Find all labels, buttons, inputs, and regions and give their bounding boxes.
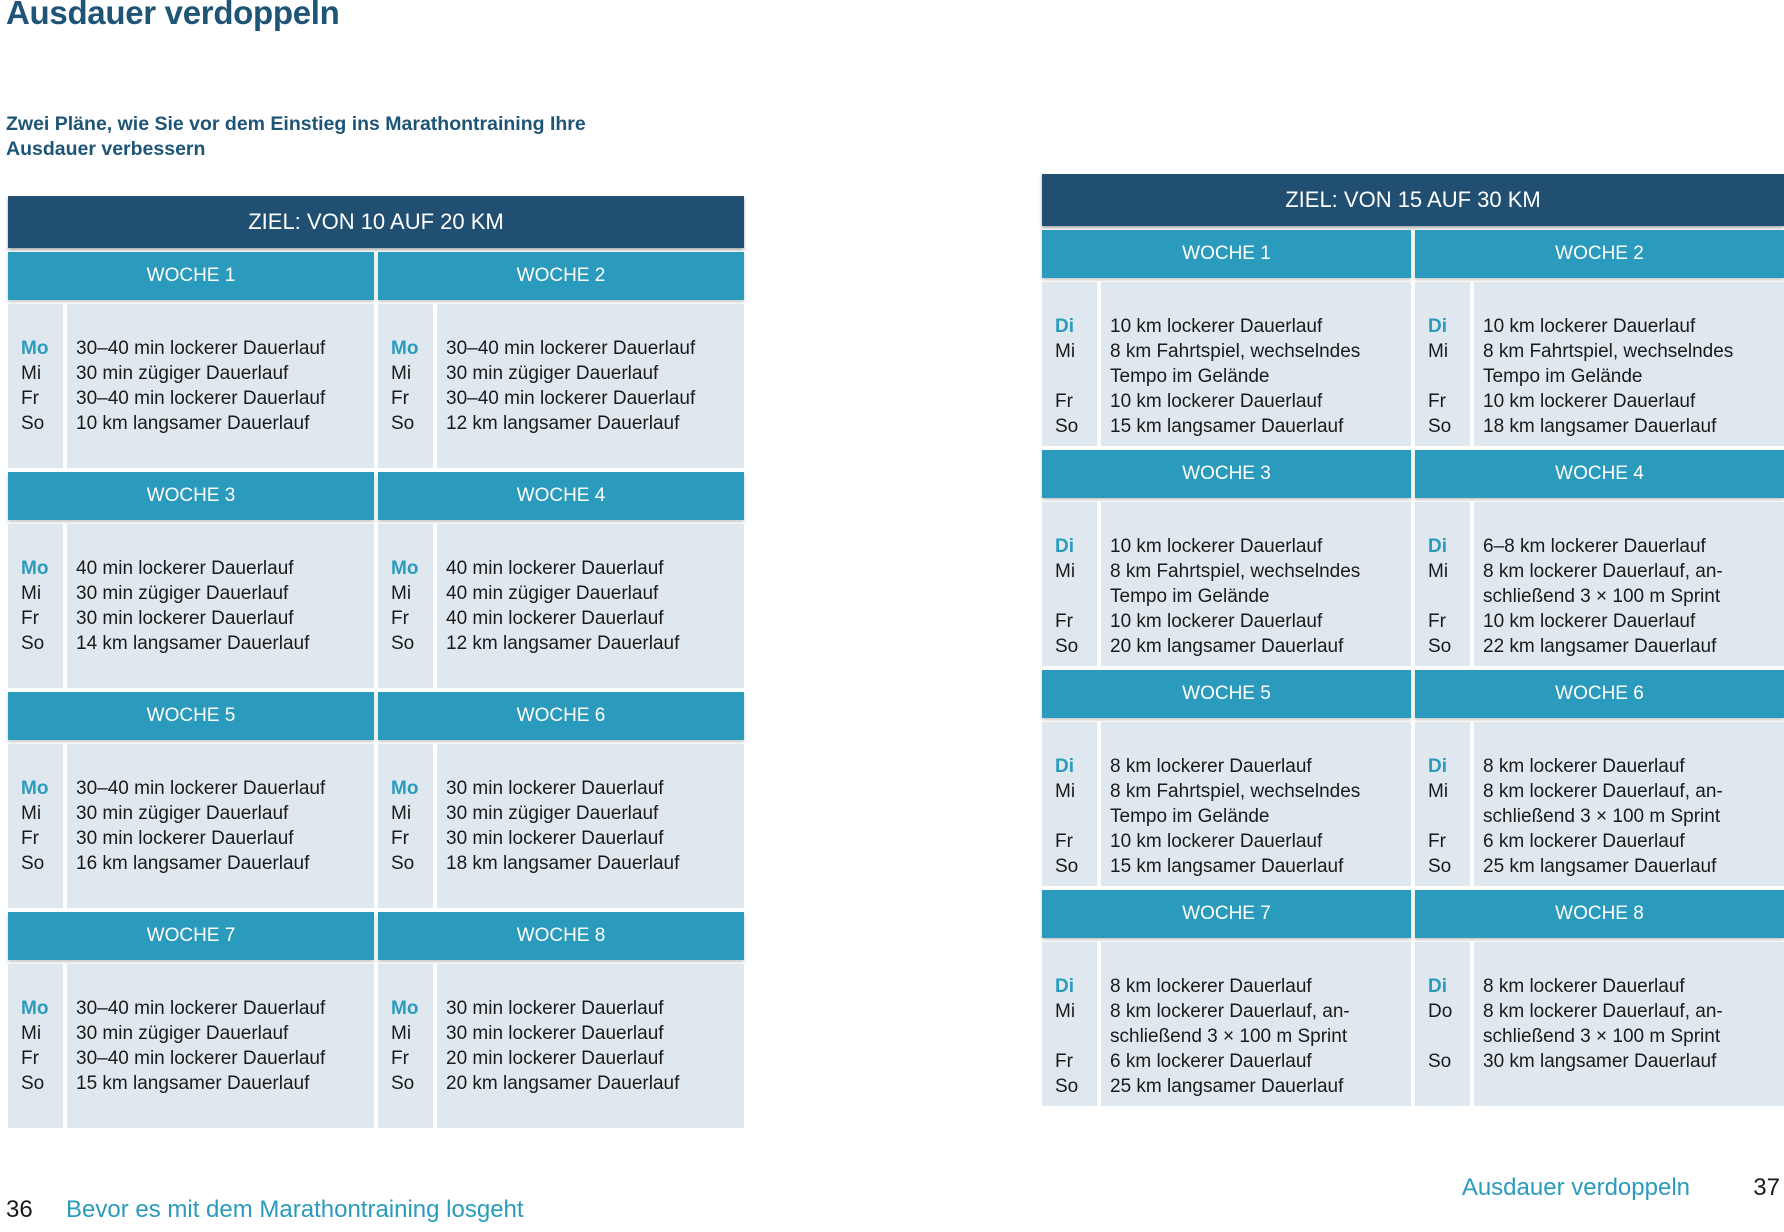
- weekday-label: Mi: [21, 583, 42, 604]
- weekday-label: Di: [1428, 976, 1447, 997]
- weekday-label: Fr: [1055, 611, 1073, 632]
- week-header: WOCHE 7: [1042, 890, 1411, 938]
- training-activity: 8 km lockerer Dauerlauf: [1483, 976, 1685, 997]
- training-activity: 30–40 min lockerer Dauerlauf: [76, 998, 326, 1019]
- weekday-label: Fr: [21, 608, 39, 629]
- training-activity: 40 min zügiger Dauerlauf: [446, 583, 659, 604]
- week-block: [8, 692, 374, 908]
- training-plan-10-to-20-km: [8, 196, 744, 1128]
- weekday-label: Mi: [391, 583, 412, 604]
- weekday-label: So: [21, 853, 45, 874]
- weekday-label: So: [1428, 856, 1452, 877]
- week-header: WOCHE 1: [1042, 230, 1411, 278]
- week-header: WOCHE 3: [8, 472, 374, 520]
- weekday-label: Mi: [1055, 561, 1076, 582]
- activity-column: [1474, 502, 1784, 666]
- week-header: WOCHE 8: [1415, 890, 1784, 938]
- activity-column: [1101, 502, 1411, 666]
- weekday-label: Mi: [1055, 781, 1076, 802]
- weekday-label: Mi: [1428, 341, 1449, 362]
- training-activity: 8 km lockerer Dauerlauf: [1483, 756, 1685, 777]
- activity-column: [437, 964, 744, 1128]
- training-activity: 30 km langsamer Dauerlauf: [1483, 1051, 1717, 1072]
- training-activity: Tempo im Gelände: [1110, 366, 1270, 387]
- training-activity: schließend 3 × 100 m Sprint: [1483, 806, 1721, 827]
- training-activity: 20 km langsamer Dauerlauf: [446, 1073, 680, 1094]
- activity-column: [1101, 282, 1411, 446]
- training-activity: 12 km langsamer Dauerlauf: [446, 413, 680, 434]
- training-activity: 22 km langsamer Dauerlauf: [1483, 636, 1717, 657]
- weekday-label: So: [21, 633, 45, 654]
- plan-header: ZIEL: VON 15 AUF 30 KM: [1042, 174, 1784, 226]
- weekday-label: Fr: [391, 1048, 409, 1069]
- week-block: [8, 912, 374, 1128]
- training-activity: 8 km Fahrtspiel, wechselndes: [1110, 561, 1361, 582]
- activity-column: [67, 964, 374, 1128]
- training-activity: 15 km langsamer Dauerlauf: [1110, 856, 1344, 877]
- week-block: [378, 472, 744, 688]
- week-body: [1415, 502, 1784, 666]
- weekday-label: Mi: [391, 1023, 412, 1044]
- week-body: [378, 524, 744, 688]
- weekday-label: [1055, 804, 1097, 829]
- weekday-label: Fr: [1428, 611, 1446, 632]
- activity-column: [437, 524, 744, 688]
- training-activity: 8 km lockerer Dauerlauf, an-: [1483, 1001, 1723, 1022]
- day-column: [378, 304, 433, 468]
- training-activity: 30 min lockerer Dauerlauf: [446, 998, 664, 1019]
- training-activity: 10 km lockerer Dauerlauf: [1110, 611, 1323, 632]
- week-header: WOCHE 4: [1415, 450, 1784, 498]
- left-page-number: 36: [6, 1196, 33, 1223]
- training-activity: Tempo im Gelände: [1110, 806, 1270, 827]
- weekday-label: Fr: [391, 608, 409, 629]
- weekday-label: Di: [1055, 756, 1074, 777]
- week-header: WOCHE 6: [378, 692, 744, 740]
- week-header: WOCHE 2: [1415, 230, 1784, 278]
- week-body: [1042, 942, 1411, 1106]
- training-activity: Tempo im Gelände: [1110, 586, 1270, 607]
- weekday-label: [1055, 584, 1097, 609]
- week-header: WOCHE 5: [1042, 670, 1411, 718]
- day-column: [378, 964, 433, 1128]
- week-block: [1042, 450, 1411, 666]
- activity-column: [67, 304, 374, 468]
- day-column: [1042, 282, 1097, 446]
- week-header: WOCHE 5: [8, 692, 374, 740]
- activity-column: [1101, 942, 1411, 1106]
- weekday-label: Fr: [1055, 831, 1073, 852]
- training-activity: schließend 3 × 100 m Sprint: [1483, 586, 1721, 607]
- training-activity: 30 min zügiger Dauerlauf: [76, 1023, 289, 1044]
- training-activity: 30 min lockerer Dauerlauf: [446, 828, 664, 849]
- training-activity: 8 km Fahrtspiel, wechselndes: [1110, 341, 1361, 362]
- training-activity: 15 km langsamer Dauerlauf: [1110, 416, 1344, 437]
- activity-column: [437, 304, 744, 468]
- weekday-label: Fr: [1428, 831, 1446, 852]
- week-header: WOCHE 6: [1415, 670, 1784, 718]
- training-activity: 8 km Fahrtspiel, wechselndes: [1110, 781, 1361, 802]
- training-activity: 40 min lockerer Dauerlauf: [446, 558, 664, 579]
- training-activity: 8 km lockerer Dauerlauf, an-: [1110, 1001, 1350, 1022]
- weekday-label: So: [1428, 636, 1452, 657]
- training-activity: 30–40 min lockerer Dauerlauf: [446, 388, 696, 409]
- week-block: [1415, 670, 1784, 886]
- weekday-label: Di: [1055, 316, 1074, 337]
- week-block: [1042, 230, 1411, 446]
- weekday-label: Mi: [1428, 561, 1449, 582]
- weekday-label: So: [1428, 416, 1452, 437]
- week-header: WOCHE 1: [8, 252, 374, 300]
- training-activity: 30 min zügiger Dauerlauf: [76, 803, 289, 824]
- weekday-label: [1055, 1024, 1097, 1049]
- training-activity: 30 min zügiger Dauerlauf: [446, 803, 659, 824]
- training-activity: schließend 3 × 100 m Sprint: [1110, 1026, 1348, 1047]
- weekday-label: Fr: [391, 388, 409, 409]
- weekday-label: Fr: [1055, 1051, 1073, 1072]
- week-body: [8, 304, 374, 468]
- weekday-label: Di: [1428, 536, 1447, 557]
- day-column: [8, 524, 63, 688]
- training-activity: 8 km lockerer Dauerlauf, an-: [1483, 781, 1723, 802]
- training-activity: 15 km langsamer Dauerlauf: [76, 1073, 310, 1094]
- activity-column: [1474, 942, 1784, 1106]
- weekday-label: So: [1055, 1076, 1079, 1097]
- training-activity: 8 km lockerer Dauerlauf: [1110, 976, 1312, 997]
- training-activity: 20 min lockerer Dauerlauf: [446, 1048, 664, 1069]
- weekday-label: So: [21, 413, 45, 434]
- right-section-title: Ausdauer verdoppeln: [1461, 1174, 1690, 1201]
- day-column: [1415, 722, 1470, 886]
- weekday-label: So: [391, 633, 415, 654]
- weekday-label: Mo: [391, 778, 419, 799]
- day-column: [1042, 722, 1097, 886]
- week-body: [378, 744, 744, 908]
- week-block: [378, 912, 744, 1128]
- week-body: [1042, 502, 1411, 666]
- weekday-label: Mi: [21, 803, 42, 824]
- weekday-label: So: [391, 853, 415, 874]
- weekday-label: So: [1428, 1051, 1452, 1072]
- training-activity: Tempo im Gelände: [1483, 366, 1643, 387]
- week-block: [1415, 230, 1784, 446]
- week-block: [1415, 890, 1784, 1106]
- activity-column: [1101, 722, 1411, 886]
- day-column: [1042, 502, 1097, 666]
- weekday-label: Mo: [391, 338, 419, 359]
- week-body: [378, 304, 744, 468]
- week-header: WOCHE 3: [1042, 450, 1411, 498]
- week-body: [1415, 722, 1784, 886]
- week-body: [1415, 282, 1784, 446]
- day-column: [1415, 942, 1470, 1106]
- weekday-label: Di: [1055, 976, 1074, 997]
- week-body: [378, 964, 744, 1128]
- weeks-grid: [8, 252, 744, 1128]
- weekday-label: Mi: [391, 363, 412, 384]
- weekday-label: So: [391, 1073, 415, 1094]
- week-header: WOCHE 2: [378, 252, 744, 300]
- training-activity: 30 min lockerer Dauerlauf: [446, 1023, 664, 1044]
- day-column: [1415, 502, 1470, 666]
- training-activity: 30–40 min lockerer Dauerlauf: [76, 388, 326, 409]
- weekday-label: So: [391, 413, 415, 434]
- day-column: [8, 964, 63, 1128]
- weekday-label: Mi: [21, 363, 42, 384]
- week-block: [8, 252, 374, 468]
- weekday-label: Mo: [21, 558, 49, 579]
- page-title: Ausdauer verdoppeln: [6, 0, 340, 31]
- week-block: [1415, 450, 1784, 666]
- week-block: [8, 472, 374, 688]
- training-activity: 30 min lockerer Dauerlauf: [76, 828, 294, 849]
- weekday-label: Mo: [21, 338, 49, 359]
- weekday-label: So: [1055, 856, 1079, 877]
- activity-column: [67, 744, 374, 908]
- left-section-title: Bevor es mit dem Marathontraining losgeht: [66, 1196, 524, 1223]
- weekday-label: Fr: [21, 388, 39, 409]
- weekday-label: Mi: [1428, 781, 1449, 802]
- weekday-label: Mo: [391, 558, 419, 579]
- activity-column: [1474, 282, 1784, 446]
- weekday-label: Fr: [21, 828, 39, 849]
- training-activity: 12 km langsamer Dauerlauf: [446, 633, 680, 654]
- day-column: [8, 304, 63, 468]
- training-activity: 40 min lockerer Dauerlauf: [446, 608, 664, 629]
- weekday-label: Fr: [1055, 391, 1073, 412]
- weekday-label: Mo: [21, 778, 49, 799]
- weekday-label: [1428, 584, 1470, 609]
- training-activity: 20 km langsamer Dauerlauf: [1110, 636, 1344, 657]
- weekday-label: Fr: [391, 828, 409, 849]
- training-activity: 16 km langsamer Dauerlauf: [76, 853, 310, 874]
- training-activity: 10 km lockerer Dauerlauf: [1110, 536, 1323, 557]
- week-header: WOCHE 7: [8, 912, 374, 960]
- training-activity: 8 km Fahrtspiel, wechselndes: [1483, 341, 1734, 362]
- week-body: [1042, 722, 1411, 886]
- week-block: [378, 252, 744, 468]
- weekday-label: Mo: [21, 998, 49, 1019]
- training-activity: 14 km langsamer Dauerlauf: [76, 633, 310, 654]
- weekday-label: Di: [1428, 316, 1447, 337]
- training-activity: 25 km langsamer Dauerlauf: [1110, 1076, 1344, 1097]
- day-column: [8, 744, 63, 908]
- weekday-label: Mi: [21, 1023, 42, 1044]
- weekday-label: [1428, 804, 1470, 829]
- weekday-label: Mi: [391, 803, 412, 824]
- training-activity: schließend 3 × 100 m Sprint: [1483, 1026, 1721, 1047]
- weeks-grid: [1042, 230, 1784, 1106]
- right-page-number: 37: [1753, 1174, 1780, 1201]
- training-activity: 10 km lockerer Dauerlauf: [1483, 611, 1696, 632]
- training-activity: 8 km lockerer Dauerlauf, an-: [1483, 561, 1723, 582]
- weekday-label: Fr: [1428, 391, 1446, 412]
- training-activity: 30–40 min lockerer Dauerlauf: [76, 338, 326, 359]
- training-activity: 6 km lockerer Dauerlauf: [1483, 831, 1685, 852]
- activity-column: [437, 744, 744, 908]
- week-block: [378, 692, 744, 908]
- training-activity: 30–40 min lockerer Dauerlauf: [76, 1048, 326, 1069]
- day-column: [1415, 282, 1470, 446]
- week-body: [1415, 942, 1784, 1106]
- training-activity: 8 km lockerer Dauerlauf: [1110, 756, 1312, 777]
- day-column: [1042, 942, 1097, 1106]
- day-column: [378, 524, 433, 688]
- activity-column: [1474, 722, 1784, 886]
- training-activity: 10 km langsamer Dauerlauf: [76, 413, 310, 434]
- training-activity: 10 km lockerer Dauerlauf: [1110, 831, 1323, 852]
- weekday-label: Di: [1428, 756, 1447, 777]
- training-activity: 6–8 km lockerer Dauerlauf: [1483, 536, 1706, 557]
- week-body: [8, 744, 374, 908]
- activity-column: [67, 524, 374, 688]
- weekday-label: Do: [1428, 1001, 1453, 1022]
- training-activity: 6 km lockerer Dauerlauf: [1110, 1051, 1312, 1072]
- weekday-label: Mi: [1055, 1001, 1076, 1022]
- week-body: [1042, 282, 1411, 446]
- training-activity: 10 km lockerer Dauerlauf: [1483, 391, 1696, 412]
- week-body: [8, 524, 374, 688]
- weekday-label: So: [21, 1073, 45, 1094]
- training-activity: 30–40 min lockerer Dauerlauf: [76, 778, 326, 799]
- training-plan-15-to-30-km: [1042, 174, 1784, 1106]
- training-activity: 10 km lockerer Dauerlauf: [1110, 391, 1323, 412]
- training-activity: 10 km lockerer Dauerlauf: [1483, 316, 1696, 337]
- training-activity: 30 min lockerer Dauerlauf: [76, 608, 294, 629]
- week-header: WOCHE 4: [378, 472, 744, 520]
- training-activity: 40 min lockerer Dauerlauf: [76, 558, 294, 579]
- training-activity: 30 min lockerer Dauerlauf: [446, 778, 664, 799]
- weekday-label: [1055, 364, 1097, 389]
- page-subtitle: Zwei Pläne, wie Sie vor dem Einstieg ins Marathontraining Ihre Ausdauer verbessern: [6, 113, 586, 160]
- weekday-label: Mo: [391, 998, 419, 1019]
- training-activity: 18 km langsamer Dauerlauf: [1483, 416, 1717, 437]
- week-block: [1042, 670, 1411, 886]
- training-activity: 10 km lockerer Dauerlauf: [1110, 316, 1323, 337]
- training-activity: 18 km langsamer Dauerlauf: [446, 853, 680, 874]
- weekday-label: Fr: [21, 1048, 39, 1069]
- weekday-label: Di: [1055, 536, 1074, 557]
- weekday-label: Mi: [1055, 341, 1076, 362]
- weekday-label: So: [1055, 636, 1079, 657]
- training-activity: 30–40 min lockerer Dauerlauf: [446, 338, 696, 359]
- plan-header: ZIEL: VON 10 AUF 20 KM: [8, 196, 744, 248]
- training-activity: 30 min zügiger Dauerlauf: [76, 363, 289, 384]
- week-body: [8, 964, 374, 1128]
- day-column: [378, 744, 433, 908]
- training-activity: 30 min zügiger Dauerlauf: [446, 363, 659, 384]
- weekday-label: So: [1055, 416, 1079, 437]
- weekday-label: [1428, 364, 1470, 389]
- training-activity: 30 min zügiger Dauerlauf: [76, 583, 289, 604]
- weekday-label: [1428, 1024, 1470, 1049]
- training-activity: 25 km langsamer Dauerlauf: [1483, 856, 1717, 877]
- week-block: [1042, 890, 1411, 1106]
- week-header: WOCHE 8: [378, 912, 744, 960]
